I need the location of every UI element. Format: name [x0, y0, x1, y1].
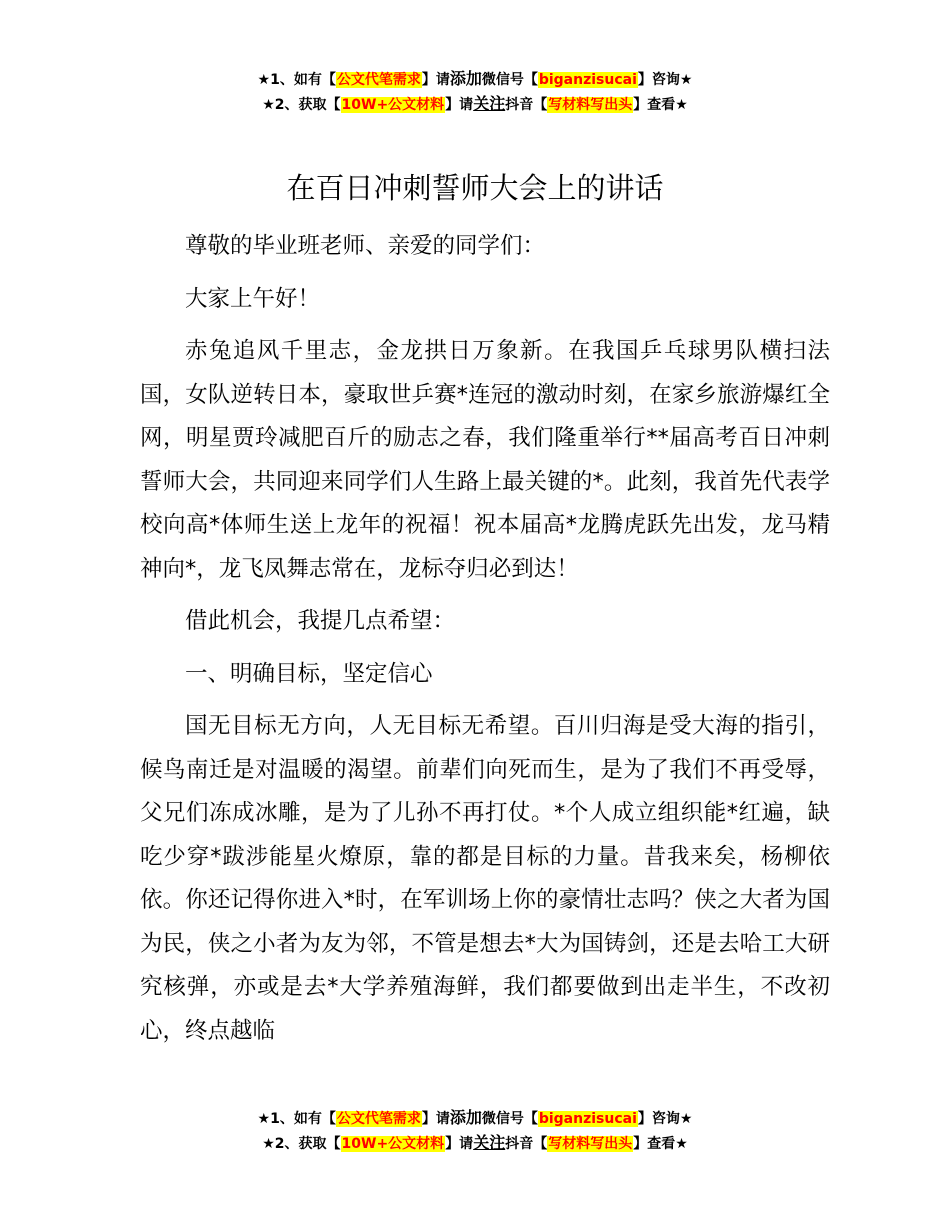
banner-line-2	[0, 92, 950, 117]
banner-text: 】请	[421, 1111, 450, 1127]
banner-text: 】咨询★	[637, 72, 693, 88]
banner-emphasis: 添加	[449, 1108, 482, 1127]
header-banner	[0, 67, 950, 117]
banner-emphasis: 添加	[449, 69, 482, 88]
paragraph-opening: 赤兔追风千里志，金龙拱日万象新。在我国乒乓球男队横扫法国，女队逆转日本，豪取世乒赛*连冠的激动时刻，在家乡旅游爆红全网，明星贾玲减肥百斤的励志之春，我们隆重举行**届高考百日冲刺誓师大会，共同迎来同学们人生路上最关键的*。此刻，我首先代表学校向高*体师生送上龙年的祝福！祝本届高*龙腾虎跃先出发，龙马精神向*，龙飞凤舞志常在，龙标夺归必到达！	[140, 338, 830, 582]
banner-text: ★2、获取【	[262, 97, 341, 113]
banner-text: 抖音【	[505, 1136, 548, 1152]
banner-highlight: 10W+公文材料	[341, 1136, 445, 1152]
banner-text: 】请	[445, 97, 474, 113]
banner-text: 】查看★	[633, 97, 688, 113]
banner-text: 抖音【	[505, 97, 548, 113]
banner-highlight: biganzisucai	[538, 72, 637, 88]
banner-line-1	[0, 67, 950, 92]
banner-text: 】请	[445, 1136, 474, 1152]
banner-text: ★2、获取【	[262, 1136, 341, 1152]
document-body	[140, 225, 830, 1053]
banner-text: 】查看★	[633, 1136, 688, 1152]
banner-underlined: 关注	[473, 1133, 506, 1152]
section-heading: 一、明确目标，坚定信心	[185, 660, 433, 687]
banner-text: 微信号【	[481, 72, 538, 88]
banner-highlight: 10W+公文材料	[341, 97, 445, 113]
banner-text: 微信号【	[481, 1111, 538, 1127]
banner-text: 】咨询★	[637, 1111, 693, 1127]
banner-highlight: 公文代笔需求	[336, 72, 421, 88]
paragraph-transition: 借此机会，我提几点希望：	[185, 608, 456, 634]
banner-line-1	[0, 1106, 950, 1131]
salutation: 尊敬的毕业班老师、亲爱的同学们：	[185, 233, 546, 259]
footer-banner	[0, 1106, 950, 1156]
banner-text: ★1、如有【	[257, 72, 336, 88]
banner-underlined: 关注	[473, 94, 506, 113]
greeting: 大家上午好！	[185, 285, 321, 312]
banner-line-2	[0, 1131, 950, 1156]
paragraph-section-1: 国无目标无方向，人无目标无希望。百川归海是受大海的指引，候鸟南迁是对温暖的渴望。前辈们向死而生，是为了我们不再受辱，父兄们冻成冰雕，是为了儿孙不再打仗。*个人成立组织能*红遍，缺吃少穿*跋涉能星火燎原，靠的都是目标的力量。昔我来矣，杨柳依依。你还记得你进入*时，在军训场上你的豪情壮志吗？侠之大者为国为民，侠之小者为友为邻，不管是想去*大为国铸剑，还是去哈工大研究核弹，亦或是去*大学养殖海鲜，我们都要做到出走半生，不改初心，终点越临	[140, 713, 830, 1044]
banner-highlight: biganzisucai	[538, 1111, 637, 1127]
document-title: 在百日冲刺誓师大会上的讲话	[286, 171, 664, 205]
banner-highlight: 写材料写出头	[548, 1136, 633, 1152]
banner-highlight: 写材料写出头	[548, 97, 633, 113]
banner-highlight: 公文代笔需求	[336, 1111, 421, 1127]
banner-text: 】请	[421, 72, 450, 88]
banner-text: ★1、如有【	[257, 1111, 336, 1127]
